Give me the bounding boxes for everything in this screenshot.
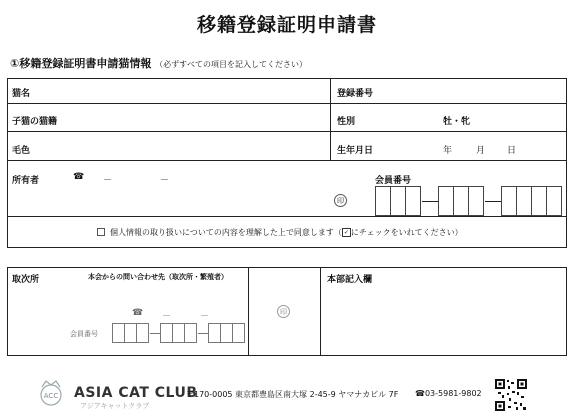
agency-member-no-label: 会員番号 bbox=[70, 330, 98, 338]
agency-member-digit-box[interactable] bbox=[184, 323, 197, 343]
member-no-digit-box[interactable] bbox=[501, 186, 517, 216]
club-phone: ☎03-5981-9802 bbox=[415, 389, 482, 398]
member-no-digit-box[interactable] bbox=[468, 186, 484, 216]
consent-checkbox[interactable] bbox=[97, 228, 105, 236]
agency-left-border bbox=[7, 267, 8, 355]
agency-phone-icon: ☎ bbox=[132, 308, 144, 318]
agency-divider bbox=[248, 267, 249, 355]
consent-text-end: にチェックをいれてください） bbox=[350, 228, 463, 237]
club-logo-icon bbox=[34, 377, 68, 411]
registration-no-label: 登録番号 bbox=[337, 89, 374, 99]
member-no-digit-box[interactable] bbox=[390, 186, 406, 216]
agency-divider bbox=[320, 267, 321, 355]
member-no-digit-box[interactable] bbox=[438, 186, 454, 216]
month-label: 月 bbox=[476, 146, 486, 156]
cat-name-field[interactable] bbox=[40, 82, 325, 100]
agency-top-border bbox=[7, 267, 567, 268]
club-brand-name: ASIA CAT CLUB bbox=[74, 385, 198, 401]
agency-bottom-border bbox=[7, 355, 567, 356]
kitten-registry-label: 子猫の猫籍 bbox=[12, 117, 58, 127]
hq-section-label: 本部記入欄 bbox=[327, 275, 373, 285]
agency-member-digit-box[interactable] bbox=[136, 323, 149, 343]
member-no-digit-box[interactable] bbox=[405, 186, 421, 216]
phone-icon: ☎ bbox=[73, 172, 85, 182]
agency-phone-dash: － bbox=[162, 312, 172, 322]
agency-right-border bbox=[566, 267, 567, 355]
row-divider bbox=[7, 131, 567, 132]
agency-phone-dash: － bbox=[200, 312, 210, 322]
consent-text-main: 個人情報の取り扱いについての内容を理解した上で同意します（ bbox=[110, 228, 342, 237]
day-label: 日 bbox=[507, 146, 517, 156]
member-no-digit-box[interactable] bbox=[375, 186, 391, 216]
agency-member-separator bbox=[198, 333, 208, 334]
table-top-border bbox=[7, 78, 567, 79]
agency-member-separator bbox=[150, 333, 160, 334]
section-note: （必ずすべての項目を記入してください） bbox=[155, 60, 308, 69]
cat-name-label: 猫名 bbox=[12, 89, 31, 99]
row-divider bbox=[7, 160, 567, 161]
row-divider bbox=[7, 216, 567, 217]
agency-contact-label: 本会からの問い合わせ先（取次所・繁殖者） bbox=[88, 273, 228, 281]
agency-label: 取次所 bbox=[12, 275, 40, 285]
section-heading bbox=[10, 55, 307, 71]
section-heading-text: ①移籍登録証明書申請猫情報 bbox=[10, 57, 152, 70]
member-no-separator bbox=[422, 201, 438, 202]
club-brand-sub: アジアキャットクラブ bbox=[80, 402, 150, 410]
member-no-digit-box[interactable] bbox=[516, 186, 532, 216]
seal-mark: 印 bbox=[334, 194, 347, 207]
registration-no-field[interactable] bbox=[380, 82, 560, 100]
page-title: 移籍登録証明申請書 bbox=[196, 14, 377, 36]
member-no-digit-box[interactable] bbox=[546, 186, 562, 216]
birth-date-label: 生年月日 bbox=[337, 146, 374, 156]
sex-label: 性別 bbox=[337, 117, 356, 127]
table-bottom-border bbox=[7, 247, 567, 248]
kitten-registry-field[interactable] bbox=[70, 108, 325, 126]
year-label: 年 bbox=[443, 146, 453, 156]
club-address: 〒170-0005 東京都豊島区南大塚 2-45-9 ヤマナカビル 7F bbox=[186, 390, 399, 399]
member-no-digit-box[interactable] bbox=[531, 186, 547, 216]
table-left-border bbox=[7, 78, 8, 247]
phone-dash: － bbox=[103, 176, 113, 186]
check-mark-icon: ✓ bbox=[343, 229, 349, 236]
owner-field[interactable] bbox=[50, 182, 320, 210]
column-divider bbox=[330, 78, 331, 160]
phone-dash: － bbox=[160, 176, 170, 186]
coat-color-field[interactable] bbox=[40, 137, 325, 155]
member-no-digit-box[interactable] bbox=[453, 186, 469, 216]
row-divider bbox=[7, 103, 567, 104]
agency-seal-mark: 印 bbox=[277, 305, 290, 318]
agency-member-digit-box[interactable] bbox=[232, 323, 245, 343]
coat-color-label: 毛色 bbox=[12, 146, 31, 156]
agency-name-field[interactable] bbox=[15, 285, 240, 305]
table-right-border bbox=[566, 78, 567, 247]
member-no-separator bbox=[485, 201, 501, 202]
svg-text:ACC: ACC bbox=[43, 392, 59, 400]
qr-code-icon bbox=[494, 378, 528, 412]
consent-text bbox=[110, 227, 463, 238]
member-no-label: 会員番号 bbox=[375, 176, 412, 186]
sex-options[interactable]: 牡・牝 bbox=[443, 117, 471, 127]
owner-label: 所有者 bbox=[12, 176, 40, 186]
